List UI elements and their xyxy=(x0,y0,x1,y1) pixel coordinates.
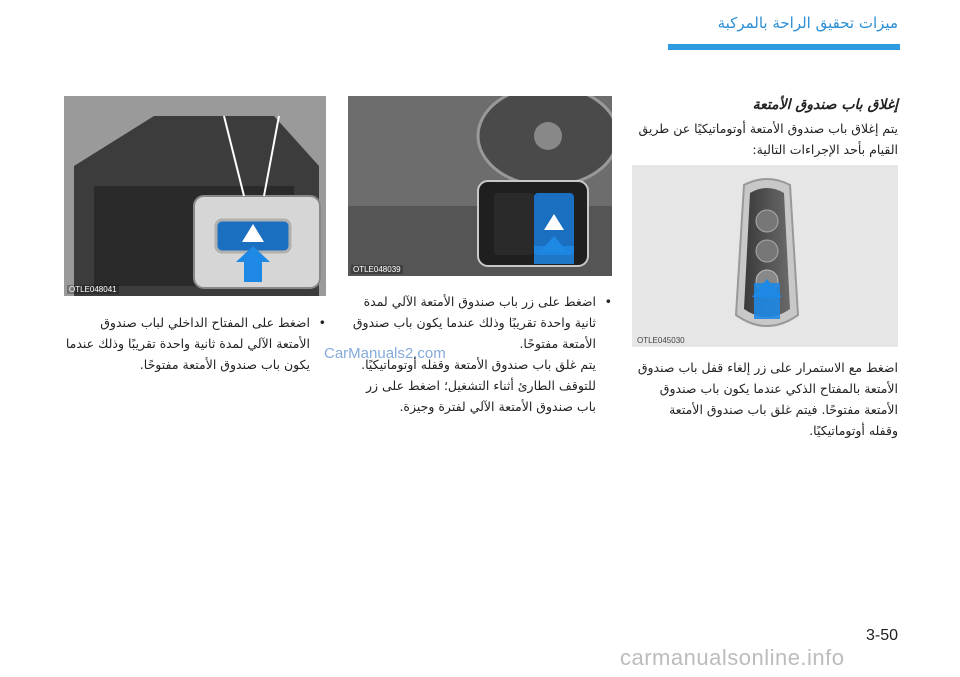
middle-bullet-text: اضغط على زر باب صندوق الأمتعة الآلي لمدة ثانية واحدة تقريبًا وذلك عندما يكون باب صندوق الأمتعة مفتوحًا. xyxy=(352,294,596,351)
watermark-text: CarManuals2.com xyxy=(324,345,446,362)
dashboard-figure xyxy=(348,96,612,276)
trunk-caption: OTLE048041 xyxy=(69,285,117,294)
trunk-figure xyxy=(64,96,326,296)
left-bullet-item xyxy=(64,312,326,375)
left-bullet-text: اضغط على المفتاح الداخلي لباب صندوق الأمتعة الآلي لمدة ثانية واحدة تقريبًا وذلك عندما يكون باب صندوق الأمتعة مفتوحًا. xyxy=(65,315,310,372)
dashboard-caption: OTLE048039 xyxy=(353,265,401,274)
right-column-text xyxy=(636,357,898,441)
dashboard-illustration xyxy=(348,96,612,276)
section-title: إغلاق باب صندوق الأمتعة xyxy=(752,97,898,113)
left-column-text xyxy=(64,312,326,375)
smart-key-illustration xyxy=(632,165,898,347)
site-watermark-text: carmanualsonline.info xyxy=(620,645,845,670)
header-title: ميزات تحقيق الراحة بالمركبة xyxy=(717,14,898,32)
smart-key-caption: OTLE045030 xyxy=(637,336,685,345)
trunk-illustration xyxy=(64,96,326,296)
intro-paragraph: يتم إغلاق باب صندوق الأمتعة أوتوماتيكيًا عن طريق القيام بأحد الإجراءات التالية: xyxy=(638,121,898,157)
smart-key-figure xyxy=(632,165,898,347)
right-column-paragraph: اضغط مع الاستمرار على زر إلغاء قفل باب صندوق الأمتعة بالمفتاح الذكي عندما يكون باب صندوق الأمتعة مفتوحًا. فيتم غلق باب صندوق الأمتعة وقفله أوتوماتيكيًا. xyxy=(637,360,898,438)
intro-text xyxy=(638,118,898,160)
header-accent-bar xyxy=(668,44,900,50)
middle-paragraph: يتم غلق باب صندوق الأمتعة وقفله أوتوماتيكيًا. للتوقف الطارئ أثناء التشغيل؛ اضغط على زر باب صندوق الأمتعة الآلي لفترة وجيزة. xyxy=(361,357,596,414)
page-number: 3-50 xyxy=(865,627,898,644)
